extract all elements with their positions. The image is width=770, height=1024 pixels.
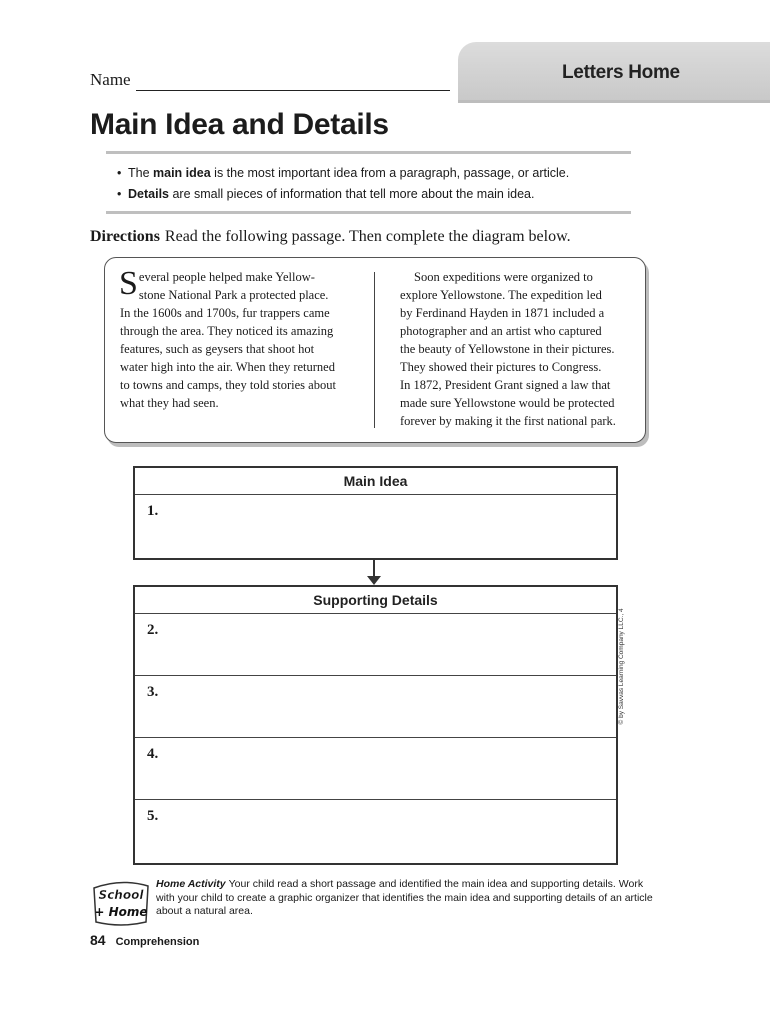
detail-answer[interactable] [135, 614, 616, 676]
page-title: Main Idea and Details [90, 108, 389, 141]
passage-right-column [400, 268, 638, 430]
home-activity [156, 878, 656, 919]
row-number: 4. [147, 746, 159, 762]
directions-label: Directions [90, 228, 160, 245]
row-number: 5. [147, 808, 159, 824]
school-home-logo [90, 878, 152, 928]
logo-line-1: School [98, 888, 144, 902]
passage-line: stone National Park a protected place. [138, 288, 329, 302]
main-idea-box [133, 466, 618, 560]
passage-line: features, such as geysers that shoot hot [120, 342, 315, 356]
name-field-line[interactable] [136, 90, 450, 91]
passage-line: In the 1600s and 1700s, fur trappers came [120, 306, 330, 320]
arrow-down-icon [367, 576, 381, 585]
logo-line-2: + Home [94, 905, 148, 919]
page-number: 84 [90, 932, 106, 948]
passage-line: forever by making it the first national park. [400, 414, 616, 428]
section-name: Comprehension [115, 936, 200, 948]
home-activity-label: Home Activity [156, 878, 226, 890]
directions [90, 228, 571, 246]
divider [106, 211, 631, 214]
tab-title: Letters Home [562, 62, 680, 83]
passage-line: by Ferdinand Hayden in 1871 included a [400, 306, 605, 320]
passage-left-column [119, 265, 360, 412]
passage-line: what they had seen. [120, 396, 219, 410]
drop-cap: S [119, 265, 138, 302]
directions-text: Read the following passage. Then complete the diagram below. [164, 228, 571, 245]
detail-answer[interactable] [135, 738, 616, 800]
passage-line: everal people helped make Yellow- [138, 270, 315, 284]
detail-answer[interactable] [135, 800, 616, 860]
passage-line: In 1872, President Grant signed a law that [400, 378, 611, 392]
definition-details: • Details are small pieces of information that tell more about the main idea. [117, 184, 569, 205]
passage-line: made sure Yellowstone would be protected [400, 396, 615, 410]
home-activity-text: Your child read a short passage and identified the main idea and supporting details. Work with your child to create a graphic organizer that identifies the main idea and supporting details of an article about a natural area. [156, 878, 653, 917]
column-divider [374, 272, 375, 428]
copyright-notice: © by Savvas Learning Company LLC., 4 [617, 608, 625, 725]
row-number: 1. [147, 503, 159, 519]
page-footer [90, 932, 199, 948]
passage-line: Soon expeditions were organized to [414, 270, 593, 284]
definition-main-idea: • The main idea is the most important idea from a paragraph, passage, or article. [117, 163, 569, 184]
passage-line: explore Yellowstone. The expedition led [400, 288, 602, 302]
passage-line: photographer and an artist who captured [400, 324, 602, 338]
passage-line: to towns and camps, they told stories about [120, 378, 336, 392]
detail-answer[interactable] [135, 676, 616, 738]
main-idea-heading: Main Idea [135, 468, 616, 495]
passage-line: through the area. They noticed its amazing [120, 324, 334, 338]
row-number: 3. [147, 684, 159, 700]
name-label: Name [90, 70, 131, 89]
divider [106, 151, 631, 154]
passage-line: They showed their pictures to Congress. [400, 360, 602, 374]
passage-line: the beauty of Yellowstone in their pictures. [400, 342, 615, 356]
main-idea-answer[interactable] [135, 495, 616, 557]
passage-line: water high into the air. When they returned [120, 360, 335, 374]
row-number: 2. [147, 622, 159, 638]
definition-list [117, 163, 569, 205]
arrow-stem [373, 558, 375, 578]
supporting-details-heading: Supporting Details [135, 587, 616, 614]
supporting-details-box [133, 585, 618, 865]
